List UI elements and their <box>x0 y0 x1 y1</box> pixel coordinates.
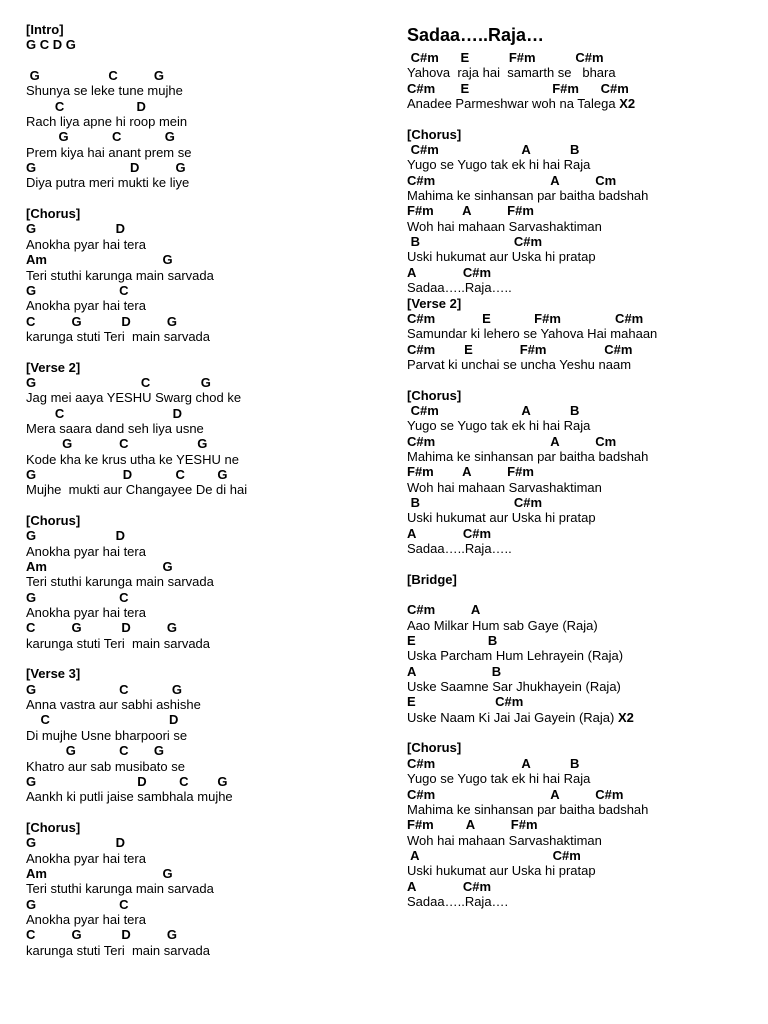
line-text: [Chorus] <box>407 387 462 403</box>
line-text: [Chorus] <box>26 513 81 528</box>
line-text: karunga stuti Teri main sarvada <box>26 635 211 651</box>
blank-line <box>407 587 757 602</box>
line-text: C#m A B <box>407 142 580 158</box>
line-text: Anokha pyar hai tera <box>26 236 146 252</box>
lyric-line <box>407 219 757 234</box>
line-text: F#m A F#m <box>407 817 538 833</box>
chord-line <box>407 173 757 188</box>
lyric-line <box>26 728 386 743</box>
blank-line <box>26 651 386 666</box>
lyric-line <box>407 326 757 341</box>
line-text: E C#m <box>407 694 524 710</box>
lyric-line <box>26 697 386 712</box>
chord-line <box>26 436 386 451</box>
line-text: Yugo se Yugo tak ek hi hai Raja <box>407 418 591 434</box>
line-text: C#m A Cm <box>407 172 617 188</box>
line-text: Uske Naam Ki Jai Jai Gayein (Raja) <box>407 709 618 725</box>
chord-line <box>26 221 386 236</box>
line-text: Woh hai mahaan Sarvashaktiman <box>407 832 602 848</box>
lyric-line <box>407 894 757 909</box>
line-text: Kode kha ke krus utha ke YESHU ne <box>26 451 239 467</box>
line-text: C#m E F#m C#m <box>407 341 633 357</box>
line-text: A C#m <box>407 847 581 863</box>
lyric-line <box>26 390 386 405</box>
line-text: C#m A C#m <box>407 786 624 802</box>
chord-line <box>26 375 386 390</box>
chord-line <box>26 37 386 52</box>
blank-line <box>26 805 386 820</box>
line-text: Shunya se leke tune mujhe <box>26 83 183 99</box>
chord-line <box>407 50 757 65</box>
chord-line <box>407 342 757 357</box>
right-column <box>407 22 757 909</box>
lyric-line <box>407 863 757 878</box>
line-text: C D <box>26 405 183 421</box>
section-header <box>407 740 757 755</box>
line-text: Woh hai mahaan Sarvashaktiman <box>407 218 602 234</box>
line-text: [Chorus] <box>26 206 81 222</box>
line-text: G C G <box>26 129 175 145</box>
line-text: G C G <box>26 436 208 452</box>
line-text: G D <box>26 528 125 544</box>
lyric-line <box>407 280 757 295</box>
blank-line <box>407 556 757 571</box>
line-text: G C G <box>26 374 211 390</box>
lyric-line <box>407 188 757 203</box>
chord-line <box>407 81 757 96</box>
line-text: C G D G <box>26 313 177 329</box>
line-text: G C G <box>26 743 164 759</box>
line-text: Anadee Parmeshwar woh na Talega <box>407 96 620 112</box>
section-header <box>26 206 386 221</box>
chord-line <box>407 526 757 541</box>
lyric-line <box>26 175 386 190</box>
line-text: Jag mei aaya YESHU Swarg chod ke <box>26 390 242 406</box>
chord-line <box>26 620 386 635</box>
line-text: Uski hukumat aur Uska hi pratap <box>407 510 596 526</box>
line-text: G C D G <box>26 37 76 53</box>
line-text: G C G <box>26 681 183 697</box>
lyric-line <box>26 145 386 160</box>
chord-line <box>407 787 757 802</box>
lyric-line <box>407 510 757 525</box>
lyric-line <box>26 452 386 467</box>
chord-line <box>407 756 757 771</box>
line-text: C G D G <box>26 620 177 636</box>
line-text: Samundar ki lehero se Yahova Hai mahaan <box>407 326 658 342</box>
line-text: C G D G <box>26 927 177 943</box>
lyric-line <box>407 418 757 433</box>
line-text: Yugo se Yugo tak ek hi hai Raja <box>407 771 591 787</box>
line-text: C D <box>26 98 146 114</box>
line-text: A C#m <box>407 264 492 280</box>
chord-line <box>26 682 386 697</box>
lyric-line <box>26 789 386 804</box>
line-text: [Intro] <box>26 22 64 37</box>
line-text: [Verse 2] <box>26 359 81 375</box>
line-text: Woh hai mahaan Sarvashaktiman <box>407 479 602 495</box>
lyric-line <box>407 480 757 495</box>
lyric-line <box>407 541 757 556</box>
lyric-line <box>26 268 386 283</box>
lyric-line <box>26 298 386 313</box>
left-column <box>26 22 386 958</box>
chord-line <box>26 467 386 482</box>
line-text: A C#m <box>407 878 492 894</box>
line-text: [Chorus] <box>407 126 462 142</box>
lyric-line <box>26 636 386 651</box>
line-text: Anokha pyar hai tera <box>26 850 146 866</box>
lyric-line <box>26 759 386 774</box>
lyric-line <box>26 482 386 497</box>
section-header <box>407 127 757 142</box>
section-header <box>26 666 386 681</box>
line-text: Prem kiya hai anant prem se <box>26 144 192 160</box>
line-text: Uski hukumat aur Uska hi pratap <box>407 863 596 879</box>
lyric-line <box>407 710 757 725</box>
chord-line <box>407 602 757 617</box>
line-text: F#m A F#m <box>407 464 534 480</box>
line-text: [Bridge] <box>407 571 457 587</box>
line-text: Uske Saamne Sar Jhukhayein (Raja) <box>407 679 621 695</box>
repeat-marker: X2 <box>619 96 636 112</box>
line-text: G C <box>26 896 129 912</box>
chord-line <box>407 664 757 679</box>
section-header <box>26 513 386 528</box>
lyric-line <box>26 114 386 129</box>
line-text: [Verse 3] <box>26 666 81 682</box>
line-text: Teri stuthi karunga main sarvada <box>26 267 214 283</box>
line-text: C#m A B <box>407 402 580 418</box>
line-text: Anna vastra aur sabhi ashishe <box>26 697 201 713</box>
line-text: Rach liya apne hi roop mein <box>26 114 188 130</box>
blank-line <box>26 498 386 513</box>
chord-line <box>26 866 386 881</box>
chord-line <box>26 129 386 144</box>
repeat-marker: X2 <box>617 709 634 725</box>
line-text: Am G <box>26 865 173 881</box>
lyric-line <box>407 648 757 663</box>
line-text: Sadaa…..Raja….. <box>407 280 512 296</box>
line-text: Anokha pyar hai tera <box>26 298 146 314</box>
line-text: G D <box>26 835 125 851</box>
blank-line <box>407 372 757 387</box>
line-text: B C#m <box>407 234 543 250</box>
chord-line <box>26 406 386 421</box>
line-text: Anokha pyar hai tera <box>26 911 146 927</box>
chord-line <box>26 160 386 175</box>
chord-line <box>26 283 386 298</box>
line-text: Uski hukumat aur Uska hi pratap <box>407 249 596 265</box>
chord-line <box>407 265 757 280</box>
chord-line <box>407 633 757 648</box>
chord-line <box>407 434 757 449</box>
lyric-line <box>407 65 757 80</box>
chord-line <box>26 774 386 789</box>
line-text: [Verse 2] <box>407 295 462 311</box>
chord-line <box>407 495 757 510</box>
line-text: G C G <box>26 68 164 84</box>
chord-line <box>407 311 757 326</box>
chord-line <box>26 712 386 727</box>
line-text: C#m A Cm <box>407 433 617 449</box>
line-text: G D <box>26 221 125 237</box>
line-text: A C#m <box>407 525 492 541</box>
lyric-line <box>26 329 386 344</box>
line-text: Parvat ki unchai se uncha Yeshu naam <box>407 356 632 372</box>
lyric-line <box>407 249 757 264</box>
line-text: Am G <box>26 252 173 268</box>
chord-line <box>26 559 386 574</box>
section-header <box>407 296 757 311</box>
blank-line <box>407 111 757 126</box>
line-text: G C <box>26 589 129 605</box>
line-text: Di mujhe Usne bharpoori se <box>26 727 188 743</box>
lyric-line <box>407 357 757 372</box>
line-text: Teri stuthi karunga main sarvada <box>26 574 214 590</box>
blank-line <box>26 191 386 206</box>
line-text: karunga stuti Teri main sarvada <box>26 942 211 958</box>
line-text: Teri stuthi karunga main sarvada <box>26 881 214 897</box>
line-text: [Chorus] <box>407 740 462 756</box>
section-header <box>407 572 757 587</box>
lyric-line <box>26 237 386 252</box>
chord-line <box>26 68 386 83</box>
chord-line <box>407 848 757 863</box>
line-text: Uska Parcham Hum Lehrayein (Raja) <box>407 648 624 664</box>
line-text: C#m E F#m C#m <box>407 310 644 326</box>
chord-line <box>26 590 386 605</box>
song-title: Sadaa…..Raja… <box>407 25 545 45</box>
line-text: Khatro aur sab musibato se <box>26 758 185 774</box>
line-text: Aankh ki putli jaise sambhala mujhe <box>26 789 233 805</box>
chord-line <box>26 252 386 267</box>
lyric-line <box>407 802 757 817</box>
lyric-line <box>26 943 386 958</box>
lyric-line <box>407 679 757 694</box>
line-text: [Chorus] <box>26 819 81 835</box>
chord-line <box>407 403 757 418</box>
chord-line <box>26 897 386 912</box>
right-column-lines <box>407 50 757 909</box>
lyric-line <box>407 449 757 464</box>
chord-line <box>407 203 757 218</box>
line-text: G C <box>26 282 129 298</box>
line-text: Anokha pyar hai tera <box>26 543 146 559</box>
line-text: Mahima ke sinhansan par baitha badshah <box>407 448 649 464</box>
chord-line <box>26 927 386 942</box>
line-text: B C#m <box>407 494 543 510</box>
line-text: Diya putra meri mukti ke liye <box>26 175 190 191</box>
section-header <box>26 360 386 375</box>
lyric-line <box>407 618 757 633</box>
lyric-line <box>407 771 757 786</box>
line-text: C#m E F#m C#m <box>407 50 604 65</box>
blank-line <box>26 53 386 68</box>
chord-line <box>407 879 757 894</box>
line-text: E B <box>407 633 498 649</box>
line-text: C D <box>26 712 179 728</box>
section-header <box>26 820 386 835</box>
chord-line <box>407 234 757 249</box>
lyric-line <box>26 544 386 559</box>
lyric-line <box>407 157 757 172</box>
chord-line <box>26 528 386 543</box>
lyric-line <box>26 83 386 98</box>
line-text: Sadaa…..Raja….. <box>407 541 512 556</box>
lyric-line <box>407 96 757 111</box>
line-text: Mujhe mukti aur Changayee De di hai <box>26 482 248 498</box>
line-text: Am G <box>26 559 173 575</box>
line-text: A B <box>407 663 502 679</box>
line-text: Aao Milkar Hum sab Gaye (Raja) <box>407 617 598 633</box>
line-text: Anokha pyar hai tera <box>26 605 146 621</box>
section-header <box>407 388 757 403</box>
chord-line <box>407 142 757 157</box>
line-text: G D C G <box>26 773 228 789</box>
blank-line <box>407 725 757 740</box>
line-text: Sadaa…..Raja…. <box>407 893 509 909</box>
chord-line <box>26 314 386 329</box>
lyric-line <box>26 881 386 896</box>
line-text: Mahima ke sinhansan par baitha badshah <box>407 188 649 204</box>
chord-line <box>407 694 757 709</box>
lyric-line <box>26 574 386 589</box>
chord-line <box>407 817 757 832</box>
blank-line <box>26 344 386 359</box>
lyric-line <box>407 833 757 848</box>
line-text: Yugo se Yugo tak ek hi hai Raja <box>407 157 591 173</box>
line-text: C#m A B <box>407 755 580 771</box>
line-text: Mahima ke sinhansan par baitha badshah <box>407 801 649 817</box>
line-text: C#m E F#m C#m <box>407 80 629 96</box>
lyric-line <box>26 912 386 927</box>
chord-line <box>407 464 757 479</box>
line-text: F#m A F#m <box>407 203 534 219</box>
chord-line <box>26 743 386 758</box>
chord-line <box>26 835 386 850</box>
lyric-line <box>26 605 386 620</box>
line-text: G D G <box>26 160 186 176</box>
section-header <box>26 22 386 37</box>
line-text: C#m A <box>407 602 481 618</box>
line-text: G D C G <box>26 466 228 482</box>
line-text: karunga stuti Teri main sarvada <box>26 328 211 344</box>
chord-line <box>26 99 386 114</box>
lyric-line <box>26 851 386 866</box>
line-text: Yahova raja hai samarth se bhara <box>407 65 616 81</box>
lyric-line <box>26 421 386 436</box>
line-text: Mera saara dand seh liya usne <box>26 420 204 436</box>
